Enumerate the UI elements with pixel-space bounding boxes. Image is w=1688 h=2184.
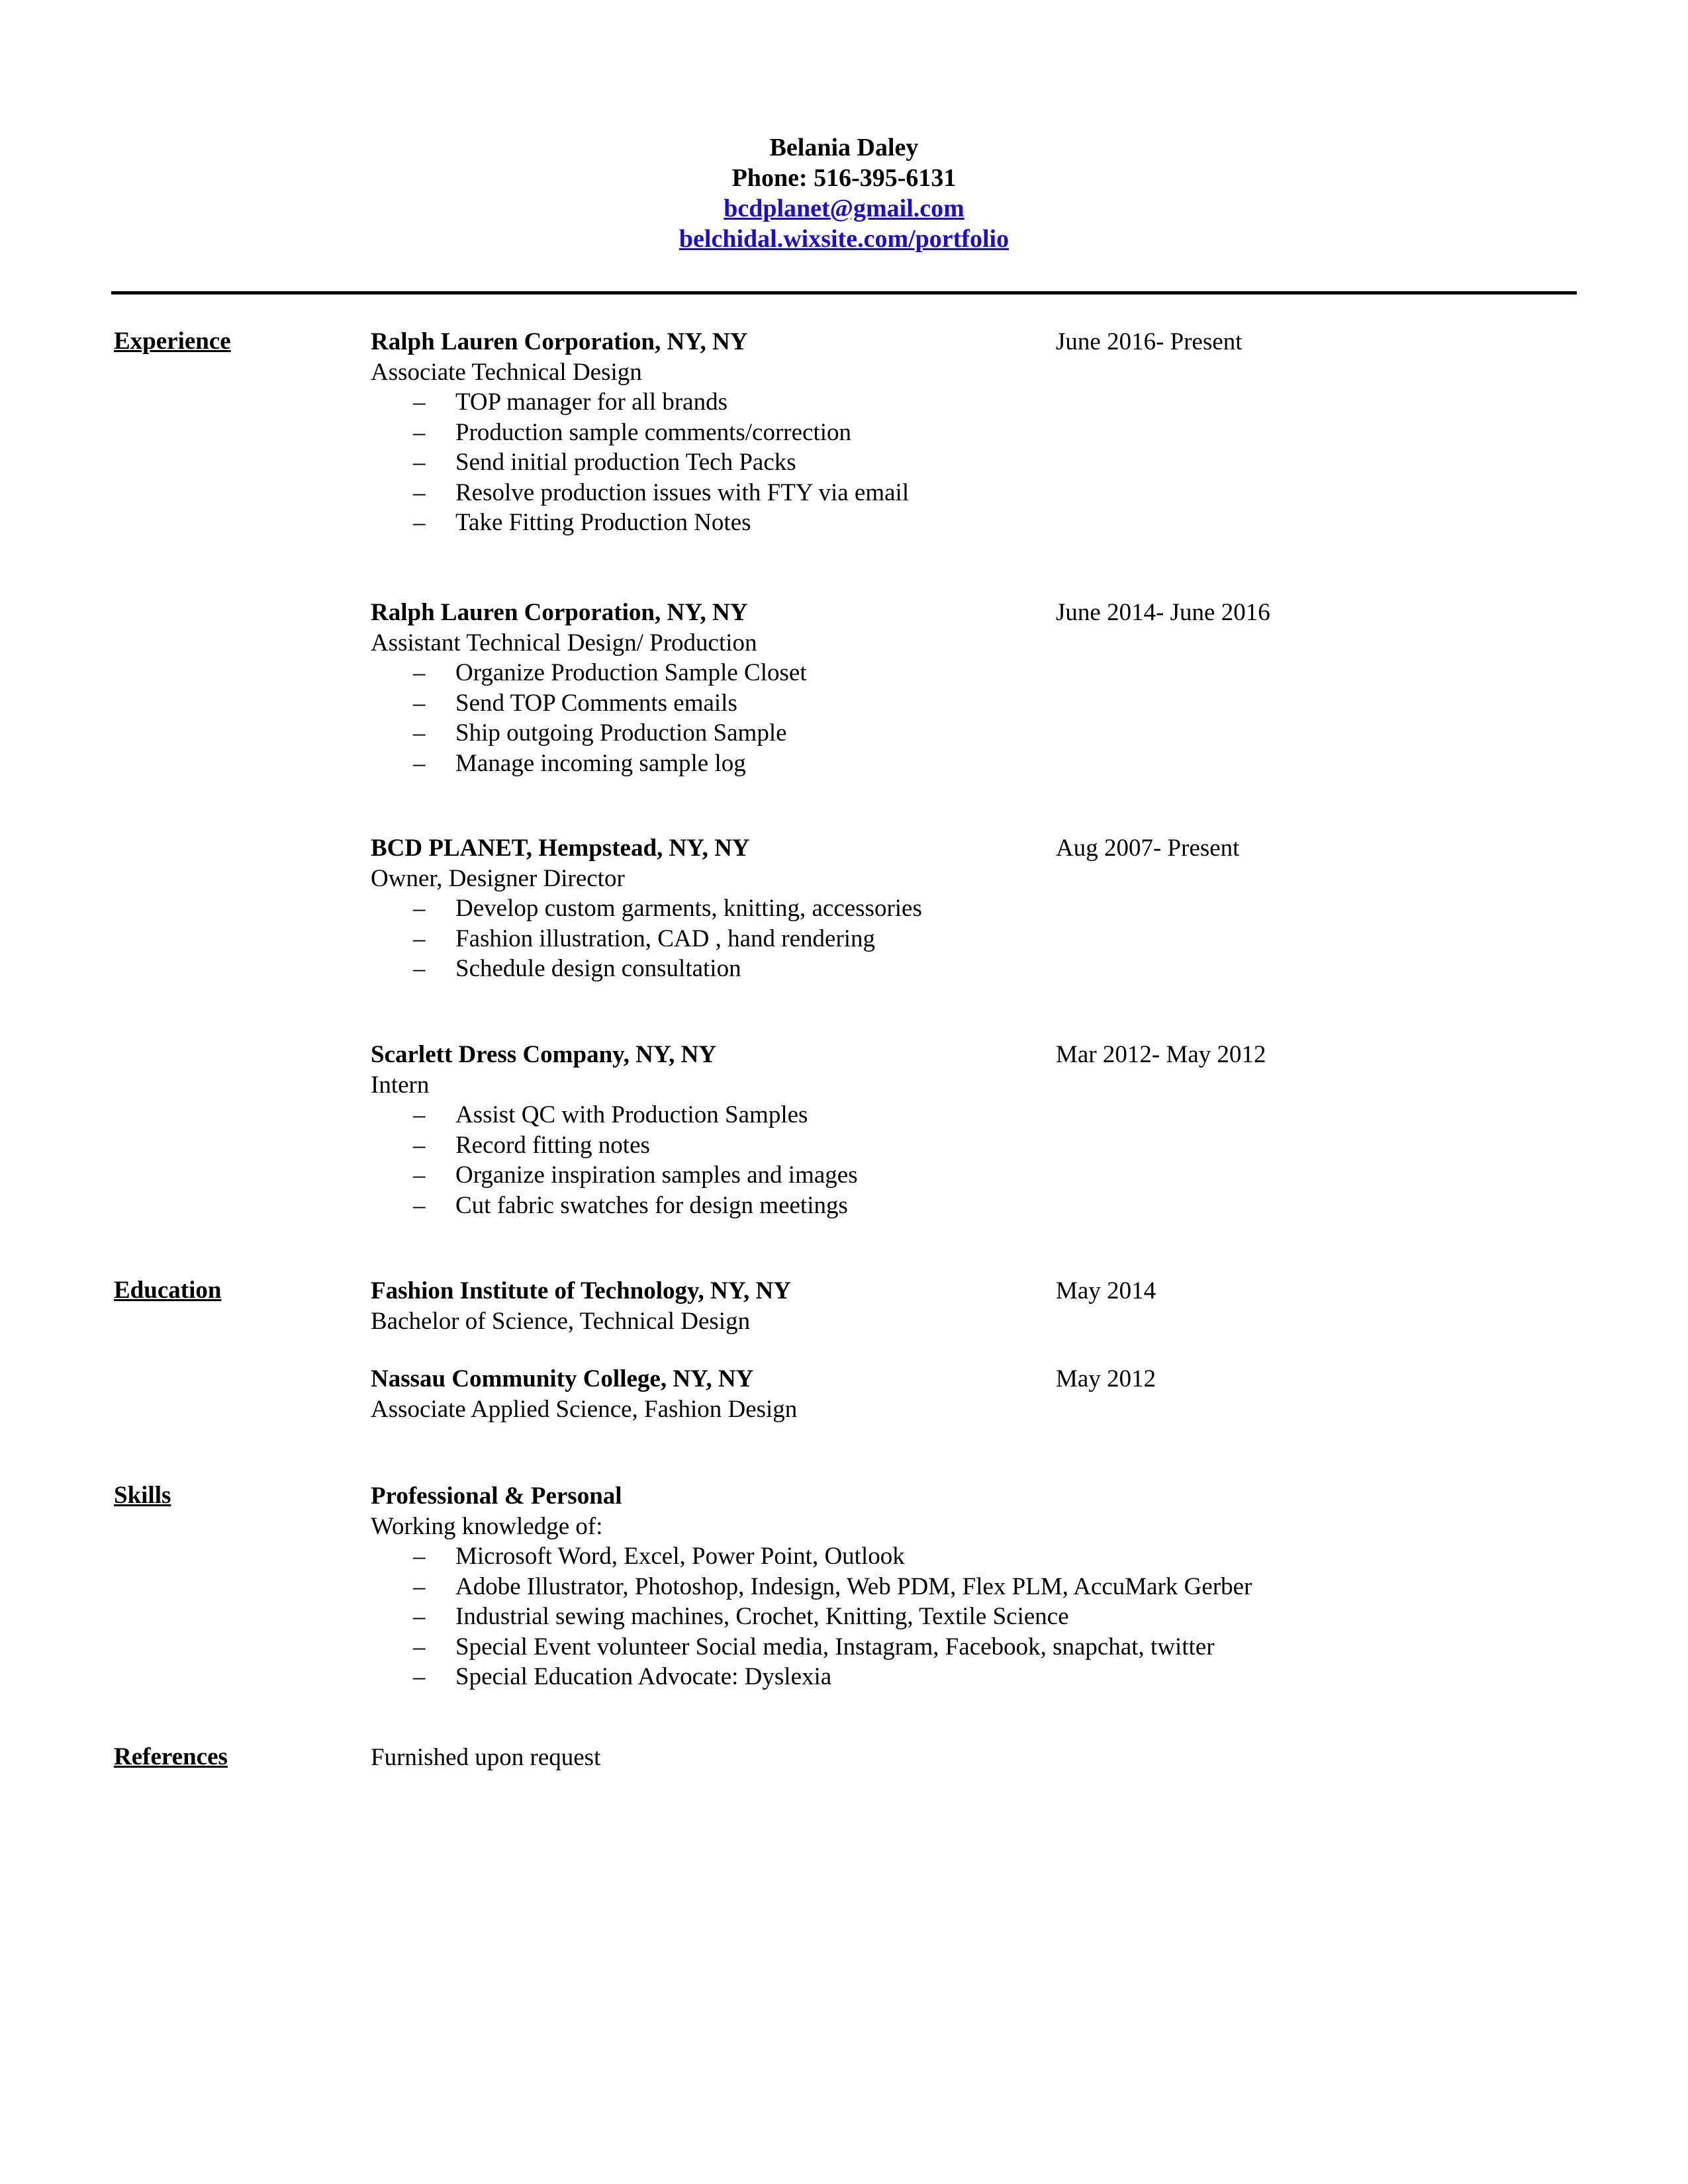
dash-bullet: – <box>413 689 426 717</box>
list-item: – Special Event volunteer Social media, Instagram, Facebook, snapchat, twitter <box>371 1632 1562 1662</box>
section-label-education: Education <box>114 1277 222 1304</box>
employer-name: Scarlett Dress Company, NY, NY <box>371 1041 717 1068</box>
header-divider <box>111 291 1577 295</box>
skills-heading: Professional & Personal <box>371 1482 622 1510</box>
email-link[interactable]: bcdplanet@gmail.com <box>724 195 964 222</box>
employment-dates: Aug 2007- Present <box>1056 835 1240 862</box>
responsibilities-list <box>371 1100 1562 1220</box>
job-title: Owner, Designer Director <box>371 864 625 892</box>
list-item: – Manage incoming sample log <box>371 749 1562 779</box>
candidate-name: Belania Daley <box>769 134 919 161</box>
list-item: – Microsoft Word, Excel, Power Point, Outlook <box>371 1541 1562 1572</box>
employer-name: Ralph Lauren Corporation, NY, NY <box>371 599 748 626</box>
employment-dates: June 2016- Present <box>1056 328 1243 355</box>
section-label-skills: Skills <box>114 1482 171 1509</box>
list-item: – Assist QC with Production Samples <box>371 1100 1562 1130</box>
dash-bullet: – <box>413 1191 426 1219</box>
list-item: – TOP manager for all brands <box>371 387 1562 418</box>
job-title: Assistant Technical Design/ Production <box>371 629 757 657</box>
list-item: – Adobe Illustrator, Photoshop, Indesign, Web PDM, Flex PLM, AccuMark Gerber <box>371 1572 1562 1602</box>
dash-bullet: – <box>413 1131 426 1159</box>
portfolio-link[interactable]: belchidal.wixsite.com/portfolio <box>679 225 1009 253</box>
skills-intro: Working knowledge of: <box>371 1512 603 1540</box>
employer-name: Ralph Lauren Corporation, NY, NY <box>371 328 748 355</box>
dash-bullet: – <box>413 659 426 686</box>
list-item: – Industrial sewing machines, Crochet, Knitting, Textile Science <box>371 1602 1562 1632</box>
dash-bullet: – <box>413 1101 426 1128</box>
list-item: – Send initial production Tech Packs <box>371 447 1562 478</box>
responsibilities-list <box>371 893 1562 984</box>
list-item: – Special Education Advocate: Dyslexia <box>371 1662 1562 1692</box>
school-name: Nassau Community College, NY, NY <box>371 1365 754 1392</box>
dash-bullet: – <box>413 388 426 416</box>
skills-list <box>371 1541 1562 1692</box>
degree: Associate Applied Science, Fashion Design <box>371 1395 798 1423</box>
dash-bullet: – <box>413 1161 426 1189</box>
list-item: – Resolve production issues with FTY via email <box>371 478 1562 508</box>
list-item: – Cut fabric swatches for design meetings <box>371 1191 1562 1221</box>
list-item: – Send TOP Comments emails <box>371 688 1562 719</box>
degree: Bachelor of Science, Technical Design <box>371 1307 751 1335</box>
phone-number: Phone: 516-395-6131 <box>731 164 957 192</box>
dash-bullet: – <box>413 509 426 536</box>
dash-bullet: – <box>413 478 426 506</box>
list-item: – Production sample comments/correction <box>371 418 1562 448</box>
dash-bullet: – <box>413 418 426 446</box>
employment-dates: Mar 2012- May 2012 <box>1056 1041 1266 1068</box>
list-item: – Organize Production Sample Closet <box>371 658 1562 688</box>
dash-bullet: – <box>413 719 426 747</box>
employer-name: BCD PLANET, Hempstead, NY, NY <box>371 835 750 862</box>
dash-bullet: – <box>413 1572 426 1600</box>
dash-bullet: – <box>413 955 426 982</box>
skills-entry <box>371 1481 1562 1692</box>
experience-entry <box>371 1040 1562 1220</box>
experience-entry <box>371 833 1562 984</box>
section-label-references: References <box>114 1743 228 1770</box>
responsibilities-list <box>371 387 1562 538</box>
experience-entry <box>371 598 1562 778</box>
experience-entry <box>371 327 1562 538</box>
dash-bullet: – <box>413 1543 426 1570</box>
dash-bullet: – <box>413 925 426 952</box>
list-item: – Organize inspiration samples and images <box>371 1160 1562 1191</box>
list-item: – Schedule design consultation <box>371 954 1562 984</box>
list-item: – Fashion illustration, CAD , hand rendering <box>371 924 1562 954</box>
job-title: Associate Technical Design <box>371 358 642 386</box>
employment-dates: June 2014- June 2016 <box>1056 599 1270 626</box>
dash-bullet: – <box>413 1603 426 1630</box>
education-entry <box>371 1276 1562 1336</box>
section-label-experience: Experience <box>114 328 231 355</box>
job-title: Intern <box>371 1071 430 1099</box>
dash-bullet: – <box>413 895 426 922</box>
list-item: – Record fitting notes <box>371 1130 1562 1161</box>
list-item: – Take Fitting Production Notes <box>371 508 1562 538</box>
school-name: Fashion Institute of Technology, NY, NY <box>371 1277 791 1304</box>
dash-bullet: – <box>413 1633 426 1661</box>
resume-header <box>0 132 1688 254</box>
list-item: – Develop custom garments, knitting, accessories <box>371 893 1562 924</box>
graduation-date: May 2014 <box>1056 1277 1156 1304</box>
education-entry <box>371 1364 1562 1424</box>
dash-bullet: – <box>413 449 426 476</box>
responsibilities-list <box>371 658 1562 778</box>
list-item: – Ship outgoing Production Sample <box>371 718 1562 749</box>
dash-bullet: – <box>413 749 426 777</box>
references-text: Furnished upon request <box>371 1744 601 1771</box>
graduation-date: May 2012 <box>1056 1365 1156 1392</box>
dash-bullet: – <box>413 1663 426 1690</box>
